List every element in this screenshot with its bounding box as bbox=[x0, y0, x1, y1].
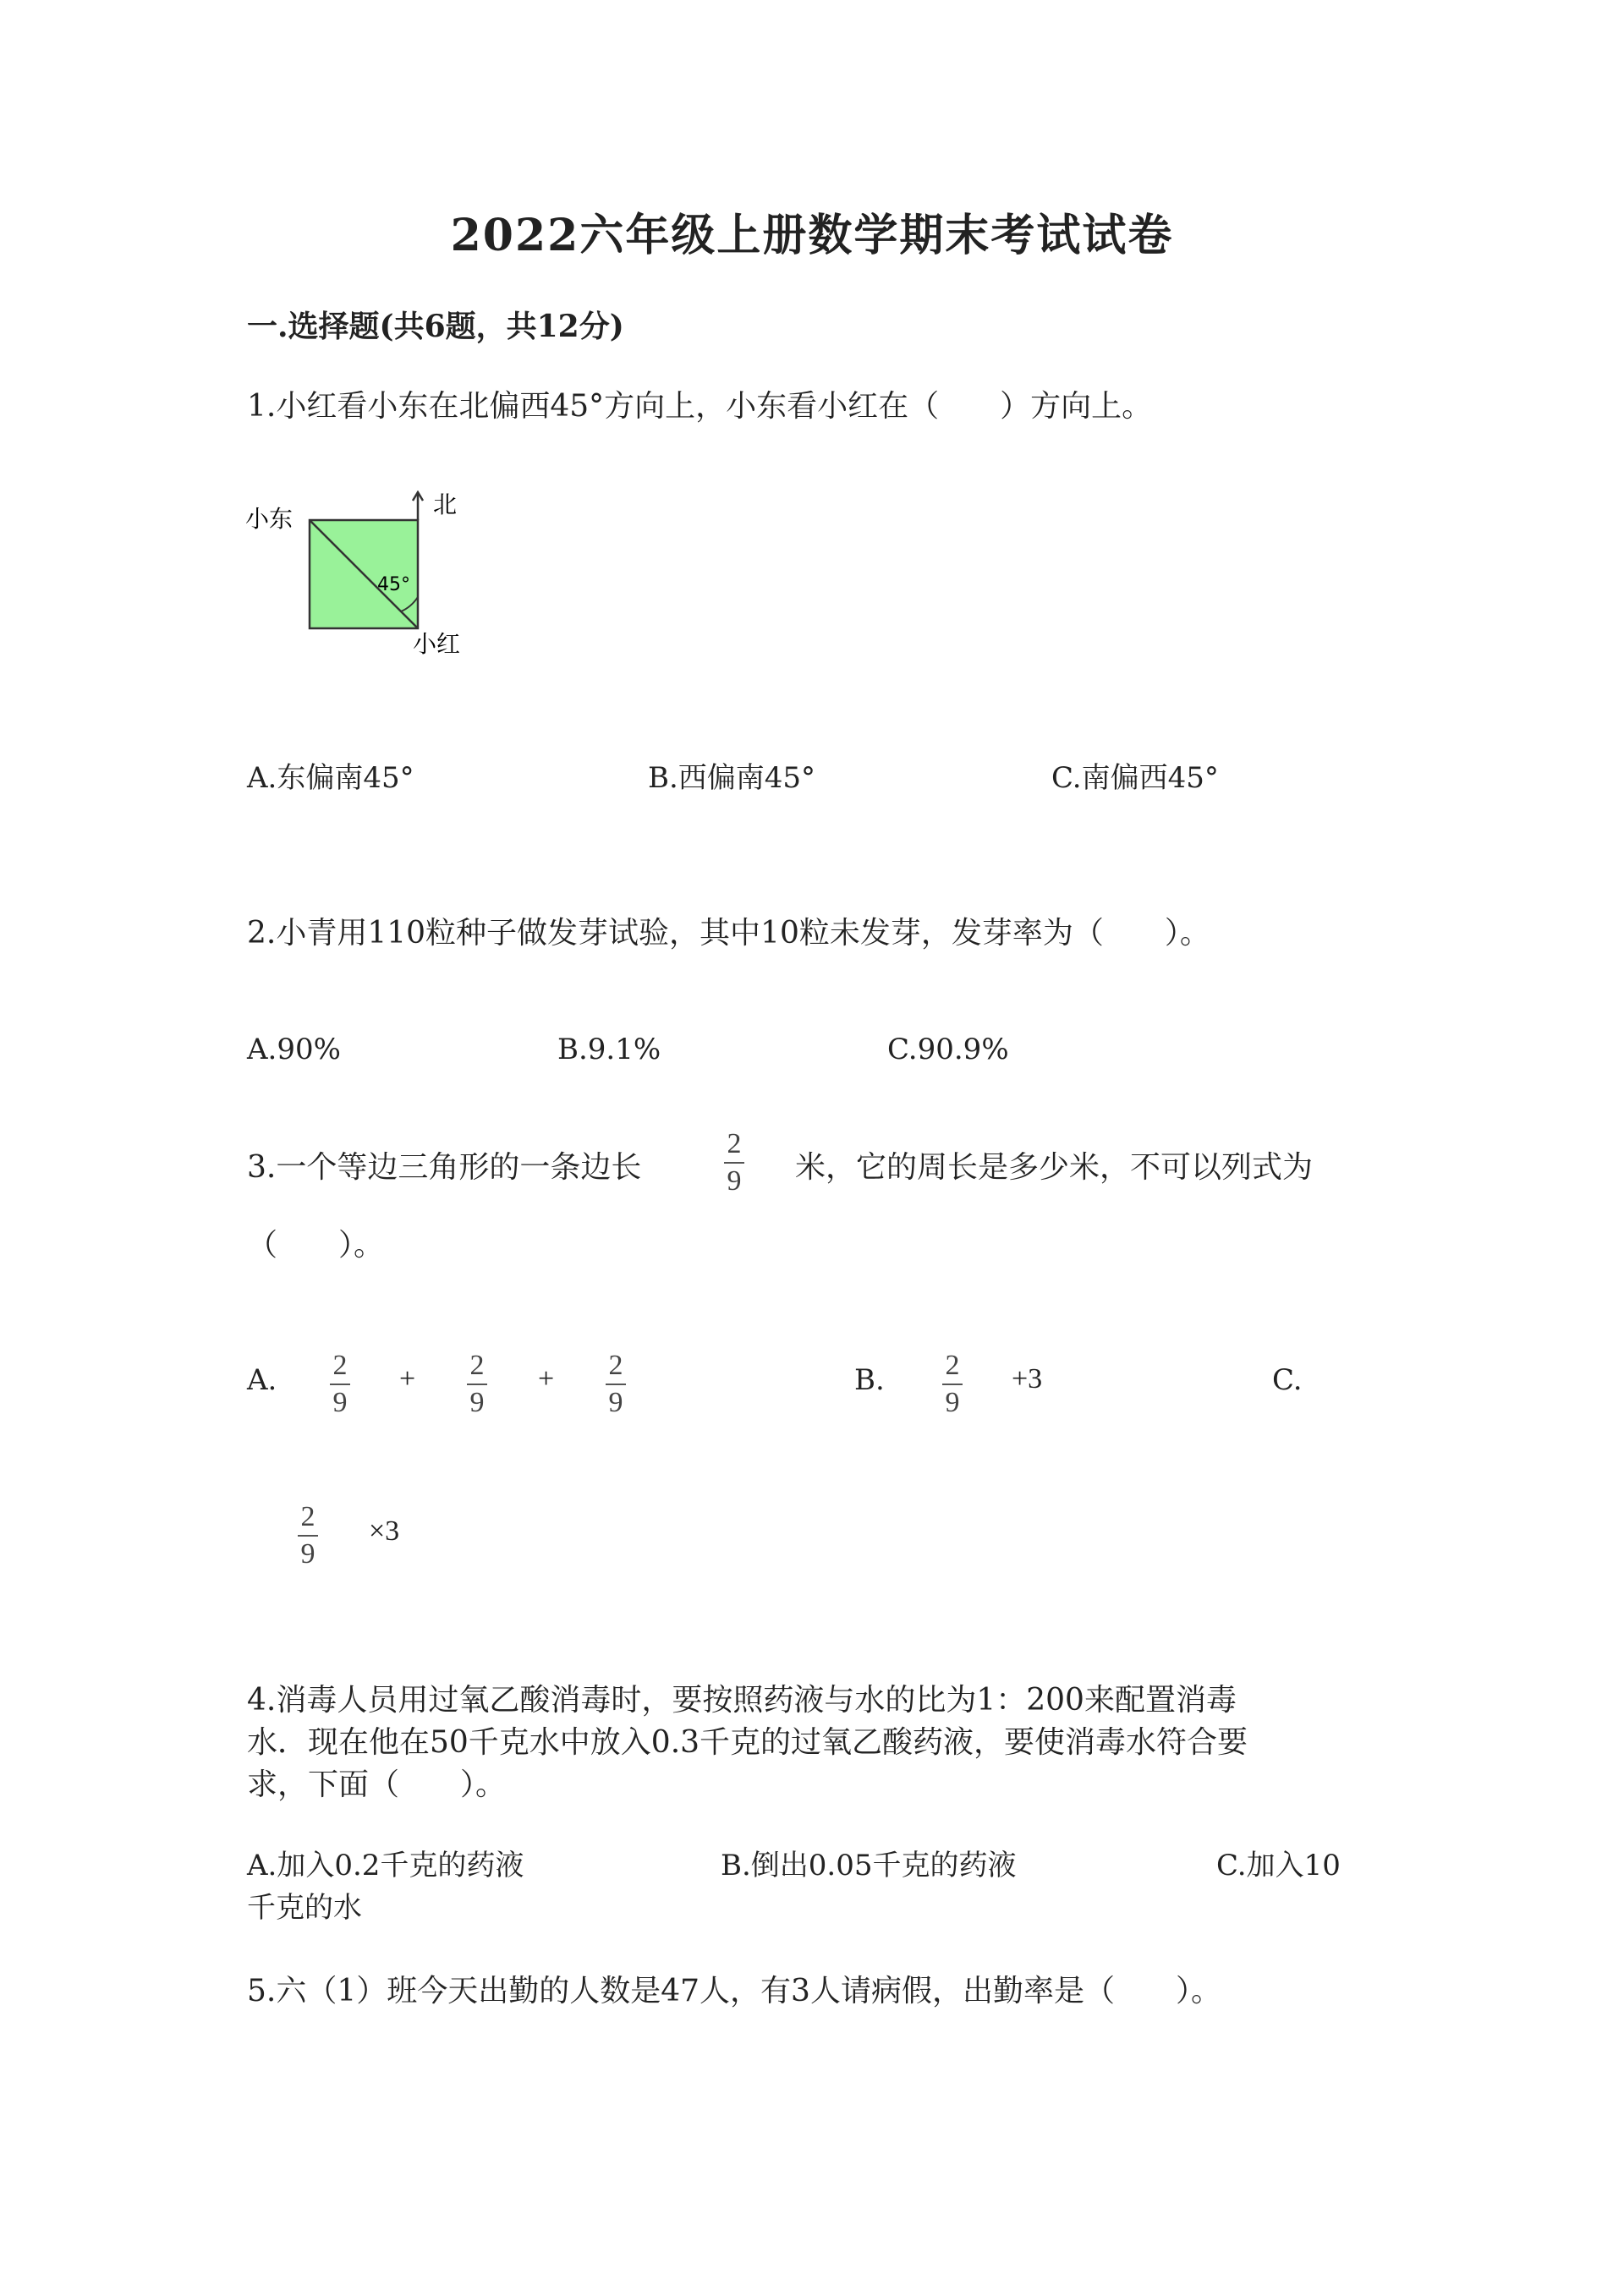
fraction-two-ninths bbox=[724, 1130, 744, 1196]
fraction-denominator: 9 bbox=[727, 1165, 742, 1197]
q2-option-b: B.9.1% bbox=[557, 1033, 661, 1066]
fraction-bar bbox=[724, 1162, 744, 1164]
plus-sign-1: + bbox=[399, 1363, 416, 1395]
q4-option-a: A.加入0.2千克的药液 bbox=[247, 1849, 524, 1882]
q3-option-c-label: C. bbox=[1272, 1363, 1303, 1397]
question-1-text: 1.小红看小东在北偏西45°方向上，小东看小红在（ ）方向上。 bbox=[247, 389, 1153, 424]
q3-option-a-label: A. bbox=[247, 1363, 277, 1397]
q4-option-b: B.倒出0.05千克的药液 bbox=[721, 1849, 1017, 1882]
q2-option-c: C.90.9% bbox=[887, 1033, 1009, 1066]
question-4-line-3: 求，下面（ ）。 bbox=[247, 1767, 507, 1802]
section-heading: 一.选择题(共6题，共12分) bbox=[247, 309, 624, 344]
option-b-suffix: +3 bbox=[1012, 1363, 1043, 1395]
option-a-fraction-2: 2 9 bbox=[467, 1351, 487, 1417]
question-3-text-b: 米，它的周长是多少米，不可以列式为 bbox=[795, 1150, 1314, 1185]
option-c-fraction: 2 9 bbox=[298, 1503, 318, 1569]
fraction-numerator: 2 bbox=[727, 1128, 742, 1159]
page-title: 2022六年级上册数学期末考试试卷 bbox=[450, 210, 1174, 261]
q1-option-b: B.西偏南45° bbox=[648, 761, 816, 795]
q4-option-c: C.加入10 bbox=[1216, 1849, 1341, 1882]
label-xiaodong: 小东 bbox=[245, 505, 294, 533]
label-angle: 45° bbox=[377, 574, 410, 595]
option-c-suffix: ×3 bbox=[369, 1515, 400, 1547]
compass-diagram bbox=[245, 490, 482, 660]
question-5-text: 5.六（1）班今天出勤的人数是47人，有3人请病假，出勤率是（ ）。 bbox=[247, 1974, 1221, 2008]
q2-option-a: A.90% bbox=[247, 1033, 341, 1066]
option-a-fraction-3: 2 9 bbox=[606, 1351, 626, 1417]
plus-sign-2: + bbox=[538, 1363, 555, 1395]
question-2-text: 2.小青用110粒种子做发芽试验，其中10粒未发芽，发芽率为（ ）。 bbox=[247, 916, 1210, 951]
label-xiaohong: 小红 bbox=[413, 630, 461, 658]
q3-option-b-label: B. bbox=[854, 1363, 885, 1397]
option-b-fraction: 2 9 bbox=[942, 1351, 963, 1417]
q1-option-a: A.东偏南45° bbox=[247, 761, 414, 795]
question-3-text-c: （ ）。 bbox=[247, 1228, 385, 1263]
question-3-text-a: 3.一个等边三角形的一条边长 bbox=[247, 1150, 642, 1185]
option-a-fraction-1: 2 9 bbox=[330, 1351, 350, 1417]
question-4-line-1: 4.消毒人员用过氧乙酸消毒时，要按照药液与水的比为1：200来配置消毒 bbox=[247, 1683, 1237, 1718]
label-north: 北 bbox=[433, 490, 458, 518]
q4-option-c-continued: 千克的水 bbox=[247, 1891, 362, 1925]
question-4-line-2: 水．现在他在50千克水中放入0.3千克的过氧乙酸药液，要使消毒水符合要 bbox=[247, 1725, 1248, 1760]
q1-option-c: C.南偏西45° bbox=[1051, 761, 1219, 795]
